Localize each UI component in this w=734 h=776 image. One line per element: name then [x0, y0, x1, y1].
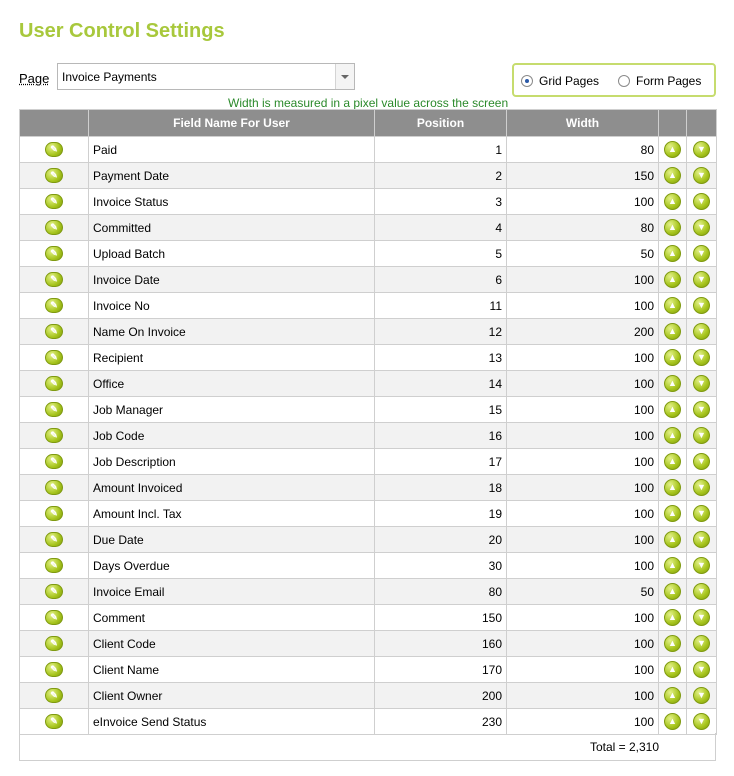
- arrow-down-icon[interactable]: ▼: [693, 505, 710, 522]
- arrow-down-icon[interactable]: ▼: [693, 375, 710, 392]
- field-width: 100: [507, 683, 659, 709]
- move-down-cell: [687, 241, 717, 267]
- field-name: Job Manager: [89, 397, 375, 423]
- field-name: Upload Batch: [89, 241, 375, 267]
- field-name: Invoice Date: [89, 267, 375, 293]
- edit-cell: [20, 475, 89, 501]
- edit-cell: [20, 267, 89, 293]
- move-up-cell: [659, 215, 687, 241]
- table-row: [20, 293, 717, 319]
- arrow-down-icon[interactable]: ▼: [693, 531, 710, 548]
- move-up-cell: [659, 605, 687, 631]
- table-row: [20, 189, 717, 215]
- field-name: Client Owner: [89, 683, 375, 709]
- table-header-row: [20, 110, 717, 137]
- field-width: 80: [507, 137, 659, 163]
- move-down-cell: [687, 475, 717, 501]
- edit-cell: [20, 293, 89, 319]
- move-up-cell: [659, 501, 687, 527]
- move-up-cell: [659, 631, 687, 657]
- pencil-icon[interactable]: ✎: [45, 350, 63, 365]
- arrow-down-icon[interactable]: ▼: [693, 713, 710, 730]
- arrow-up-icon[interactable]: ▲: [664, 661, 681, 678]
- pencil-icon[interactable]: ✎: [45, 376, 63, 391]
- pencil-icon[interactable]: ✎: [45, 168, 63, 183]
- edit-cell: [20, 397, 89, 423]
- field-position: 16: [375, 423, 507, 449]
- table-row: [20, 371, 717, 397]
- move-down-cell: [687, 163, 717, 189]
- pencil-icon[interactable]: ✎: [45, 298, 63, 313]
- field-width: 100: [507, 397, 659, 423]
- field-position: 3: [375, 189, 507, 215]
- page-title: User Control Settings: [19, 20, 225, 42]
- arrow-up-icon[interactable]: ▲: [664, 167, 681, 184]
- field-name: Amount Incl. Tax: [89, 501, 375, 527]
- edit-cell: [20, 371, 89, 397]
- edit-cell: [20, 683, 89, 709]
- arrow-up-icon[interactable]: ▲: [664, 609, 681, 626]
- table-row: [20, 605, 717, 631]
- field-name: Invoice No: [89, 293, 375, 319]
- edit-cell: [20, 345, 89, 371]
- arrow-down-icon[interactable]: ▼: [693, 557, 710, 574]
- move-down-cell: [687, 189, 717, 215]
- move-up-cell: [659, 267, 687, 293]
- field-position: 17: [375, 449, 507, 475]
- move-down-cell: [687, 631, 717, 657]
- arrow-down-icon[interactable]: ▼: [693, 609, 710, 626]
- table-row: [20, 137, 717, 163]
- field-name: Committed: [89, 215, 375, 241]
- width-note: Width is measured in a pixel value across the screen: [228, 96, 509, 110]
- move-down-cell: [687, 449, 717, 475]
- field-position: 30: [375, 553, 507, 579]
- field-name: Recipient: [89, 345, 375, 371]
- pencil-icon[interactable]: ✎: [45, 428, 63, 443]
- edit-cell: [20, 423, 89, 449]
- page-label: Page: [19, 71, 50, 86]
- radio-grid-pages-indicator[interactable]: [521, 75, 533, 87]
- table-row: [20, 449, 717, 475]
- arrow-down-icon[interactable]: ▼: [693, 635, 710, 652]
- move-down-cell: [687, 579, 717, 605]
- field-position: 150: [375, 605, 507, 631]
- radio-grid-pages[interactable]: [521, 74, 599, 88]
- arrow-down-icon[interactable]: ▼: [693, 453, 710, 470]
- table-row: [20, 579, 717, 605]
- field-position: 14: [375, 371, 507, 397]
- arrow-up-icon[interactable]: ▲: [664, 297, 681, 314]
- edit-cell: [20, 163, 89, 189]
- edit-cell: [20, 631, 89, 657]
- edit-cell: [20, 501, 89, 527]
- field-name: Paid: [89, 137, 375, 163]
- field-width: 100: [507, 631, 659, 657]
- move-up-cell: [659, 137, 687, 163]
- edit-cell: [20, 241, 89, 267]
- move-up-cell: [659, 475, 687, 501]
- pencil-icon[interactable]: ✎: [45, 142, 63, 157]
- arrow-up-icon[interactable]: ▲: [664, 687, 681, 704]
- move-down-cell: [687, 527, 717, 553]
- field-name: Payment Date: [89, 163, 375, 189]
- field-position: 13: [375, 345, 507, 371]
- radio-form-pages-indicator[interactable]: [618, 75, 630, 87]
- move-down-cell: [687, 397, 717, 423]
- move-down-cell: [687, 137, 717, 163]
- pencil-icon[interactable]: ✎: [45, 194, 63, 209]
- arrow-down-icon[interactable]: ▼: [693, 687, 710, 704]
- move-up-cell: [659, 449, 687, 475]
- field-width: 100: [507, 709, 659, 735]
- arrow-up-icon[interactable]: ▲: [664, 271, 681, 288]
- move-up-cell: [659, 657, 687, 683]
- edit-cell: [20, 137, 89, 163]
- edit-cell: [20, 553, 89, 579]
- header-field-name: Field Name For User: [89, 110, 375, 137]
- edit-cell: [20, 449, 89, 475]
- field-width: 100: [507, 553, 659, 579]
- move-up-cell: [659, 397, 687, 423]
- field-width: 100: [507, 371, 659, 397]
- header-edit: [20, 110, 89, 137]
- move-up-cell: [659, 189, 687, 215]
- arrow-up-icon[interactable]: ▲: [664, 583, 681, 600]
- table-row: [20, 241, 717, 267]
- pencil-icon[interactable]: ✎: [45, 636, 63, 651]
- field-width: 100: [507, 189, 659, 215]
- field-width: 50: [507, 241, 659, 267]
- arrow-up-icon[interactable]: ▲: [664, 505, 681, 522]
- field-name: eInvoice Send Status: [89, 709, 375, 735]
- table-row: [20, 475, 717, 501]
- field-name: Invoice Email: [89, 579, 375, 605]
- move-up-cell: [659, 345, 687, 371]
- field-width: 100: [507, 657, 659, 683]
- arrow-down-icon[interactable]: ▼: [693, 661, 710, 678]
- edit-cell: [20, 215, 89, 241]
- field-name: Days Overdue: [89, 553, 375, 579]
- chevron-down-icon[interactable]: [335, 64, 354, 89]
- move-up-cell: [659, 553, 687, 579]
- field-width: 100: [507, 449, 659, 475]
- table-row: [20, 657, 717, 683]
- table-row: [20, 345, 717, 371]
- field-position: 15: [375, 397, 507, 423]
- field-name: Client Code: [89, 631, 375, 657]
- table-row: [20, 709, 717, 735]
- field-position: 170: [375, 657, 507, 683]
- pencil-icon[interactable]: ✎: [45, 324, 63, 339]
- field-width: 150: [507, 163, 659, 189]
- move-down-cell: [687, 319, 717, 345]
- arrow-down-icon[interactable]: ▼: [693, 583, 710, 600]
- arrow-up-icon[interactable]: ▲: [664, 193, 681, 210]
- arrow-up-icon[interactable]: ▲: [664, 479, 681, 496]
- arrow-down-icon[interactable]: ▼: [693, 427, 710, 444]
- pencil-icon[interactable]: ✎: [45, 480, 63, 495]
- field-width: 100: [507, 267, 659, 293]
- pencil-icon[interactable]: ✎: [45, 558, 63, 573]
- move-down-cell: [687, 293, 717, 319]
- arrow-up-icon[interactable]: ▲: [664, 375, 681, 392]
- move-up-cell: [659, 319, 687, 345]
- table-row: [20, 163, 717, 189]
- table-row: [20, 215, 717, 241]
- field-name: Due Date: [89, 527, 375, 553]
- field-name: Comment: [89, 605, 375, 631]
- table-row: [20, 553, 717, 579]
- move-down-cell: [687, 657, 717, 683]
- pencil-icon[interactable]: ✎: [45, 662, 63, 677]
- field-width: 50: [507, 579, 659, 605]
- field-width: 100: [507, 475, 659, 501]
- header-move-down: [687, 110, 717, 137]
- field-width: 100: [507, 501, 659, 527]
- edit-cell: [20, 657, 89, 683]
- arrow-down-icon[interactable]: ▼: [693, 219, 710, 236]
- field-position: 5: [375, 241, 507, 267]
- field-position: 18: [375, 475, 507, 501]
- move-up-cell: [659, 241, 687, 267]
- field-position: 80: [375, 579, 507, 605]
- arrow-up-icon[interactable]: ▲: [664, 401, 681, 418]
- move-down-cell: [687, 345, 717, 371]
- move-up-cell: [659, 579, 687, 605]
- move-down-cell: [687, 683, 717, 709]
- move-up-cell: [659, 371, 687, 397]
- arrow-down-icon[interactable]: ▼: [693, 245, 710, 262]
- arrow-down-icon[interactable]: ▼: [693, 479, 710, 496]
- field-position: 230: [375, 709, 507, 735]
- pencil-icon[interactable]: ✎: [45, 506, 63, 521]
- table-row: [20, 397, 717, 423]
- table-row: [20, 501, 717, 527]
- field-width: 100: [507, 605, 659, 631]
- arrow-up-icon[interactable]: ▲: [664, 635, 681, 652]
- pencil-icon[interactable]: ✎: [45, 688, 63, 703]
- edit-cell: [20, 189, 89, 215]
- field-width: 100: [507, 293, 659, 319]
- field-name: Client Name: [89, 657, 375, 683]
- arrow-down-icon[interactable]: ▼: [693, 167, 710, 184]
- arrow-up-icon[interactable]: ▲: [664, 219, 681, 236]
- move-down-cell: [687, 709, 717, 735]
- edit-cell: [20, 527, 89, 553]
- table-row: [20, 319, 717, 345]
- move-up-cell: [659, 423, 687, 449]
- field-width: 200: [507, 319, 659, 345]
- pencil-icon[interactable]: ✎: [45, 532, 63, 547]
- arrow-down-icon[interactable]: ▼: [693, 297, 710, 314]
- pencil-icon[interactable]: ✎: [45, 246, 63, 261]
- arrow-up-icon[interactable]: ▲: [664, 323, 681, 340]
- move-down-cell: [687, 501, 717, 527]
- arrow-up-icon[interactable]: ▲: [664, 713, 681, 730]
- pencil-icon[interactable]: ✎: [45, 610, 63, 625]
- table-footer: [19, 733, 716, 761]
- table-row: [20, 267, 717, 293]
- field-position: 2: [375, 163, 507, 189]
- field-name: Invoice Status: [89, 189, 375, 215]
- move-down-cell: [687, 371, 717, 397]
- field-width: 80: [507, 215, 659, 241]
- pencil-icon[interactable]: ✎: [45, 220, 63, 235]
- move-up-cell: [659, 527, 687, 553]
- field-name: Amount Invoiced: [89, 475, 375, 501]
- arrow-down-icon[interactable]: ▼: [693, 349, 710, 366]
- field-position: 4: [375, 215, 507, 241]
- table-row: [20, 631, 717, 657]
- radio-grid-pages-label: Grid Pages: [539, 74, 600, 88]
- field-position: 200: [375, 683, 507, 709]
- pencil-icon[interactable]: ✎: [45, 402, 63, 417]
- pencil-icon[interactable]: ✎: [45, 272, 63, 287]
- arrow-up-icon[interactable]: ▲: [664, 557, 681, 574]
- field-width: 100: [507, 345, 659, 371]
- move-down-cell: [687, 215, 717, 241]
- move-down-cell: [687, 553, 717, 579]
- move-up-cell: [659, 293, 687, 319]
- edit-cell: [20, 579, 89, 605]
- edit-cell: [20, 319, 89, 345]
- edit-cell: [20, 605, 89, 631]
- field-position: 12: [375, 319, 507, 345]
- field-position: 19: [375, 501, 507, 527]
- page-type-radio-group: [512, 63, 716, 97]
- table-row: [20, 683, 717, 709]
- page-select-value: Invoice Payments: [62, 70, 157, 84]
- move-up-cell: [659, 709, 687, 735]
- radio-form-pages[interactable]: [618, 74, 701, 88]
- field-position: 11: [375, 293, 507, 319]
- field-name: Office: [89, 371, 375, 397]
- move-up-cell: [659, 163, 687, 189]
- field-settings-table: [19, 109, 717, 735]
- move-down-cell: [687, 423, 717, 449]
- field-position: 1: [375, 137, 507, 163]
- radio-form-pages-label: Form Pages: [636, 74, 702, 88]
- page-select[interactable]: [57, 63, 355, 90]
- move-down-cell: [687, 605, 717, 631]
- arrow-up-icon[interactable]: ▲: [664, 141, 681, 158]
- field-width: 100: [507, 527, 659, 553]
- edit-cell: [20, 709, 89, 735]
- pencil-icon[interactable]: ✎: [45, 714, 63, 729]
- pencil-icon[interactable]: ✎: [45, 584, 63, 599]
- header-width: Width: [507, 110, 659, 137]
- arrow-up-icon[interactable]: ▲: [664, 427, 681, 444]
- field-name: Job Description: [89, 449, 375, 475]
- arrow-down-icon[interactable]: ▼: [693, 193, 710, 210]
- header-position: Position: [375, 110, 507, 137]
- field-position: 6: [375, 267, 507, 293]
- arrow-down-icon[interactable]: ▼: [693, 323, 710, 340]
- arrow-up-icon[interactable]: ▲: [664, 531, 681, 548]
- table-row: [20, 527, 717, 553]
- table-row: [20, 423, 717, 449]
- pencil-icon[interactable]: ✎: [45, 454, 63, 469]
- field-name: Job Code: [89, 423, 375, 449]
- field-name: Name On Invoice: [89, 319, 375, 345]
- field-position: 20: [375, 527, 507, 553]
- arrow-down-icon[interactable]: ▼: [693, 401, 710, 418]
- move-down-cell: [687, 267, 717, 293]
- arrow-up-icon[interactable]: ▲: [664, 349, 681, 366]
- move-up-cell: [659, 683, 687, 709]
- arrow-down-icon[interactable]: ▼: [693, 271, 710, 288]
- header-move-up: [659, 110, 687, 137]
- arrow-up-icon[interactable]: ▲: [664, 245, 681, 262]
- arrow-up-icon[interactable]: ▲: [664, 453, 681, 470]
- field-width: 100: [507, 423, 659, 449]
- width-total: Total = 2,310: [589, 740, 659, 754]
- field-position: 160: [375, 631, 507, 657]
- arrow-down-icon[interactable]: ▼: [693, 141, 710, 158]
